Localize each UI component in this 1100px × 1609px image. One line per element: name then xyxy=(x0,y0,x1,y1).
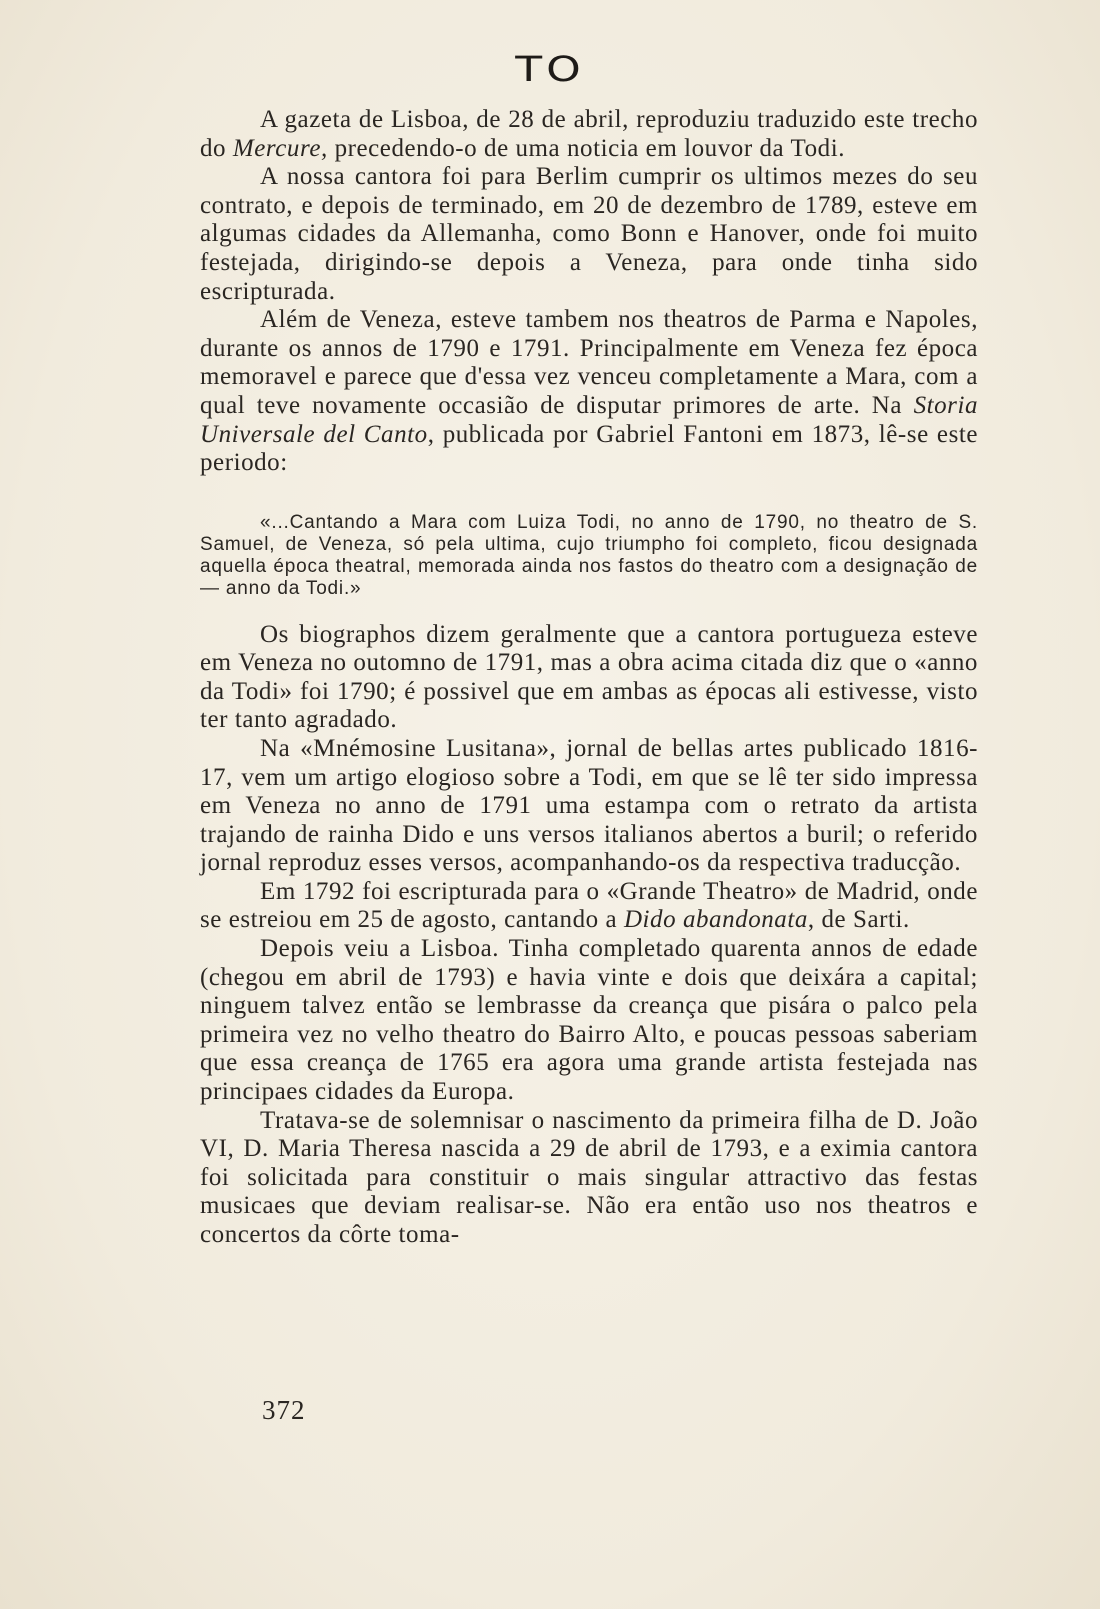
paragraph-6-end: , de Sarti. xyxy=(807,906,910,934)
block-quote: «...Cantando a Mara com Luiza Todi, no anno de 1790, no theatro de S. Samuel, de Veneza, só pela ultima, cujo triumpho foi completo, ficou designada aquella época theatral, memorada ainda nos fastos do theatro com a designação de — anno da Todi.» xyxy=(200,511,978,600)
paragraph-6 xyxy=(200,878,978,935)
paragraph-1-italic: Mercure, xyxy=(232,134,328,162)
paragraph-5: Na «Mnémosine Lusitana», jornal de bellas artes publicado 1816-17, vem um artigo elogioso sobre a Todi, em que se lê ter sido impressa em Veneza no anno de 1791 uma estampa com o retrato da artista trajando de rainha Dido e uns versos italianos abertos a buril; o referido jornal reproduz esses versos, acompanhando-os da respectiva traducção. xyxy=(200,734,978,877)
paragraph-3 xyxy=(200,306,978,478)
paragraph-6-text: Em 1792 foi escripturada para o «Grande Theatro» de Madrid, onde se estreiou em 25 de agosto, cantando a xyxy=(200,877,978,934)
paragraph-6-italic: Dido abandonata xyxy=(623,906,808,934)
paragraph-1-end: precedendo-o de uma noticia em louvor da Todi. xyxy=(327,134,846,162)
running-head: TO xyxy=(515,49,585,90)
paragraph-1 xyxy=(200,106,978,163)
paragraph-8: Tratava-se de solemnisar o nascimento da primeira filha de D. João VI, D. Maria Theresa nascida a 29 de abril de 1793, e a eximia cantora foi solicitada para constituir o mais singular attractivo das festas musicaes que deviam realisar-se. Não era então uso nos theatros e concertos da côrte toma- xyxy=(200,1106,978,1248)
paragraph-3-end: , publicada por Gabriel Fantoni em 1873, lê-se este periodo: xyxy=(200,420,978,477)
paragraph-3-text: Além de Veneza, esteve tambem nos theatros de Parma e Napoles, durante os annos de 1790 e 1791. Principalmente em Veneza fez época memoravel e parece que d'essa vez venceu completamente a Mara, com a qual teve novamente occasião de disputar primores de arte. Na xyxy=(200,306,978,419)
page-number: 372 xyxy=(262,1395,306,1425)
paragraph-4: Os biographos dizem geralmente que a cantora portugueza esteve em Veneza no outomno de 1791, mas a obra acima citada diz que o «anno da Todi» foi 1790; é possivel que em ambas as épocas ali estivesse, visto ter tanto agradado. xyxy=(200,620,978,734)
paragraph-1-text: A gazeta de Lisboa, de 28 de abril, reproduziu traduzido este trecho do xyxy=(200,106,978,162)
paragraph-3-italic: Storia Universale del Canto xyxy=(200,391,978,448)
paragraph-2: A nossa cantora foi para Berlim cumprir os ultimos mezes do seu contrato, e depois de terminado, em 20 de dezembro de 1789, esteve em algumas cidades da Allemanha, como Bonn e Hanover, onde foi muito festejada, dirigindo-se depois a Veneza, para onde tinha sido escripturada. xyxy=(200,163,978,305)
paragraph-7: Depois veiu a Lisboa. Tinha completado quarenta annos de edade (chegou em abril de 1793) e havia vinte e dois que deixára a capital; ninguem talvez então se lembrasse da creança que pisára o palco pela primeira vez no velho theatro do Bairro Alto, e poucas pessoas saberiam que essa creança de 1765 era agora uma grande artista festejada nas principaes cidades da Europa. xyxy=(200,935,978,1106)
body-text xyxy=(200,106,978,1250)
